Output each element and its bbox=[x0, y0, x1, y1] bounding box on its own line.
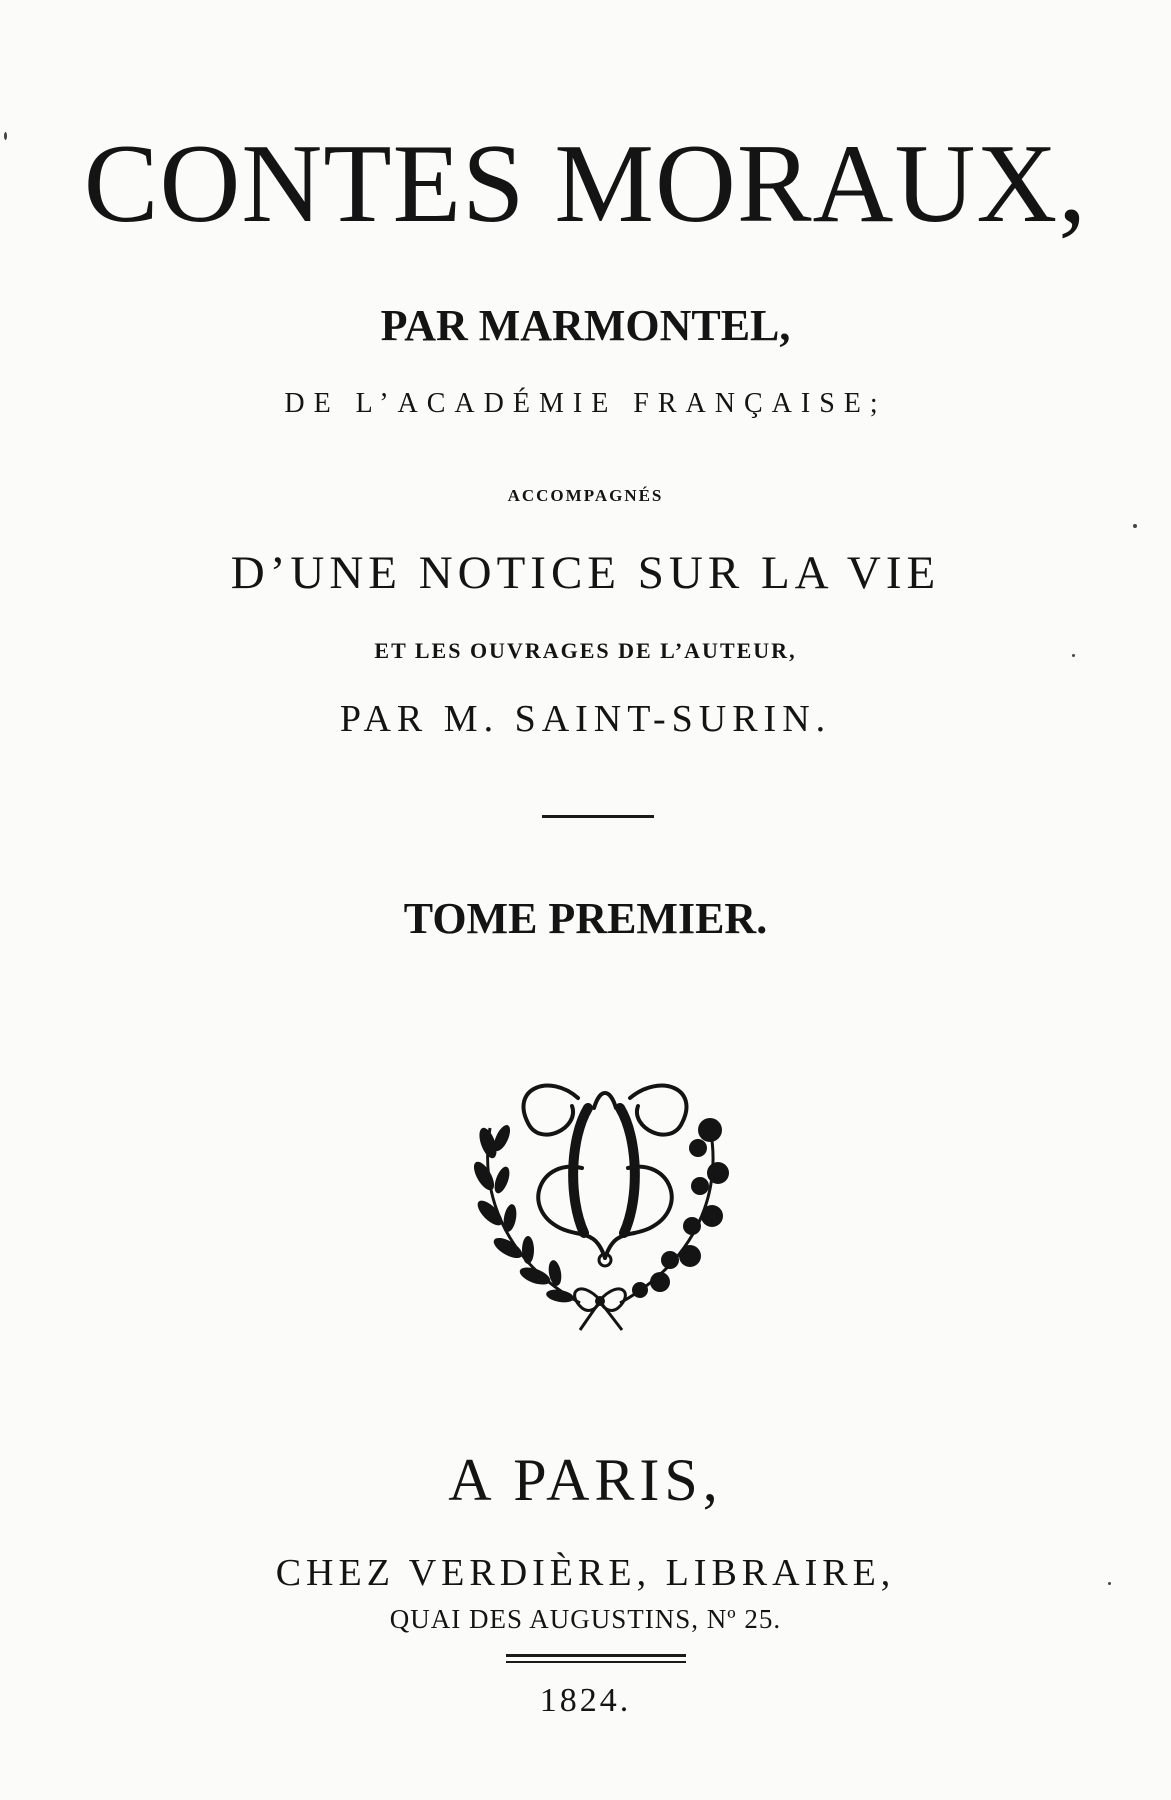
paper-speck bbox=[1133, 524, 1137, 528]
accompanied-label: ACCOMPAGNÉS bbox=[507, 486, 664, 505]
monogram-wreath-icon bbox=[460, 1068, 740, 1338]
volume-label: TOME PREMIER. bbox=[403, 894, 768, 943]
book-title: CONTES MORAUX, bbox=[83, 122, 1088, 246]
divider-rule bbox=[542, 815, 654, 818]
author-affiliation: DE L’ACADÉMIE FRANÇAISE; bbox=[284, 388, 887, 419]
works-line: ET LES OUVRAGES DE L’AUTEUR, bbox=[374, 638, 797, 663]
imprint-publisher: CHEZ VERDIÈRE, LIBRAIRE, bbox=[275, 1552, 896, 1594]
imprint-address: QUAI DES AUGUSTINS, Nº 25. bbox=[389, 1604, 782, 1634]
double-divider-rule bbox=[506, 1654, 686, 1663]
publication-year: 1824. bbox=[539, 1682, 632, 1719]
imprint-city: A PARIS, bbox=[448, 1447, 723, 1513]
paper-speck bbox=[4, 132, 7, 140]
notice-line: D’UNE NOTICE SUR LA VIE bbox=[230, 547, 941, 599]
author-line: PAR MARMONTEL, bbox=[380, 301, 791, 350]
notice-author: PAR M. SAINT-SURIN. bbox=[339, 698, 832, 740]
paper-speck bbox=[1108, 1582, 1111, 1585]
paper-speck bbox=[1072, 654, 1075, 657]
